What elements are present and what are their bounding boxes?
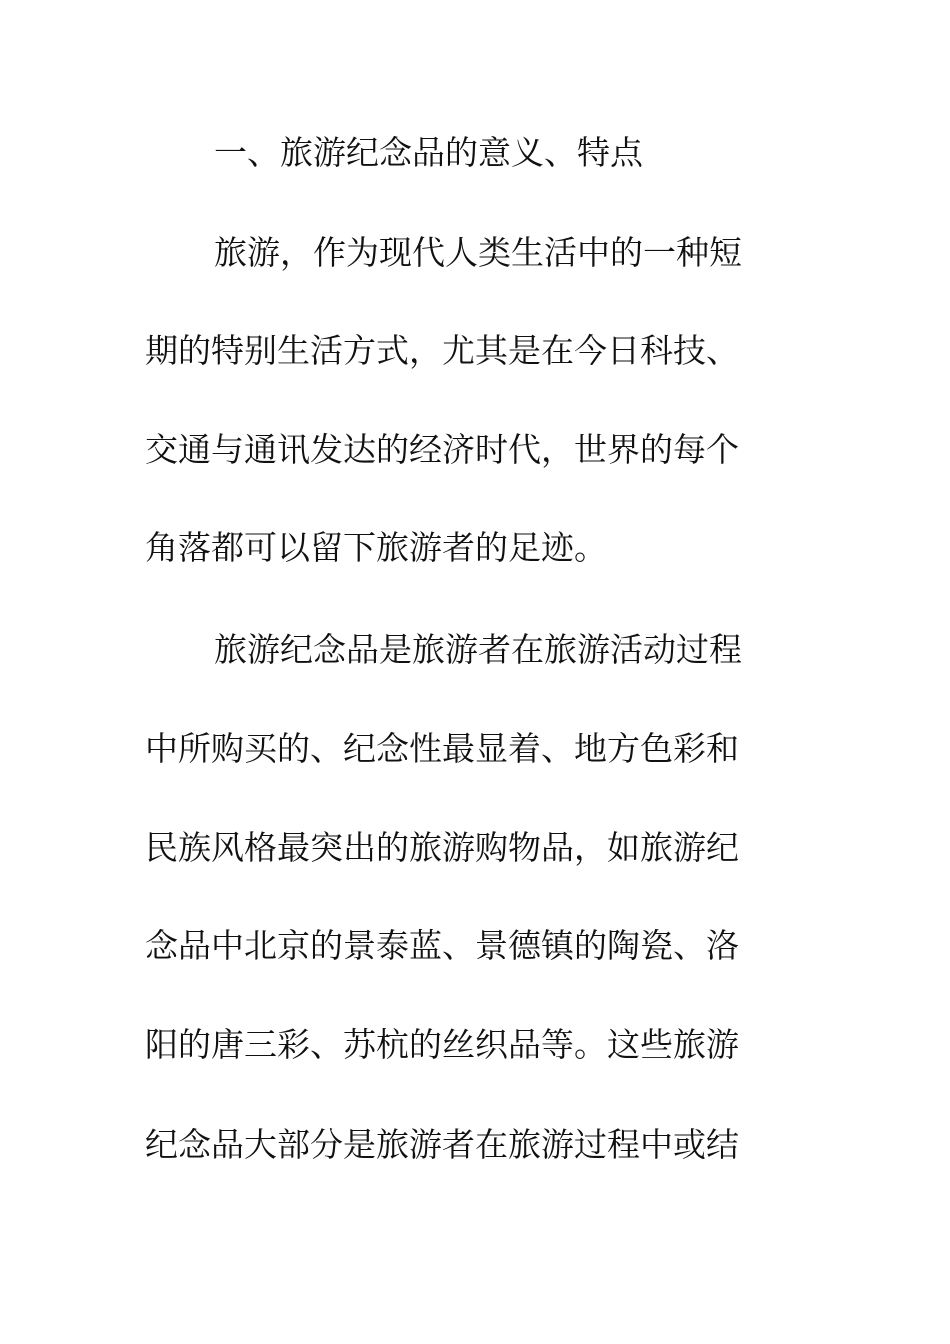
paragraph-2-line-3: 民族风格最突出的旅游购物品，如旅游纪	[145, 828, 739, 867]
paragraph-1-line-2: 期的特别生活方式，尤其是在今日科技、	[145, 331, 739, 370]
section-heading: 一、旅游纪念品的意义、特点	[214, 133, 643, 172]
paragraph-1-line-4: 角落都可以留下旅游者的足迹。	[145, 528, 607, 567]
paragraph-2-line-6: 纪念品大部分是旅游者在旅游过程中或结	[145, 1125, 739, 1164]
paragraph-2-line-4: 念品中北京的景泰蓝、景德镇的陶瓷、洛	[145, 926, 739, 965]
paragraph-1-line-1: 旅游，作为现代人类生活中的一种短	[214, 233, 742, 272]
paragraph-2-line-5: 阳的唐三彩、苏杭的丝织品等。这些旅游	[145, 1025, 739, 1064]
paragraph-1-line-3: 交通与通讯发达的经济时代，世界的每个	[145, 430, 739, 469]
paragraph-2-line-1: 旅游纪念品是旅游者在旅游活动过程	[214, 630, 742, 669]
paragraph-2-line-2: 中所购买的、纪念性最显着、地方色彩和	[145, 729, 739, 768]
